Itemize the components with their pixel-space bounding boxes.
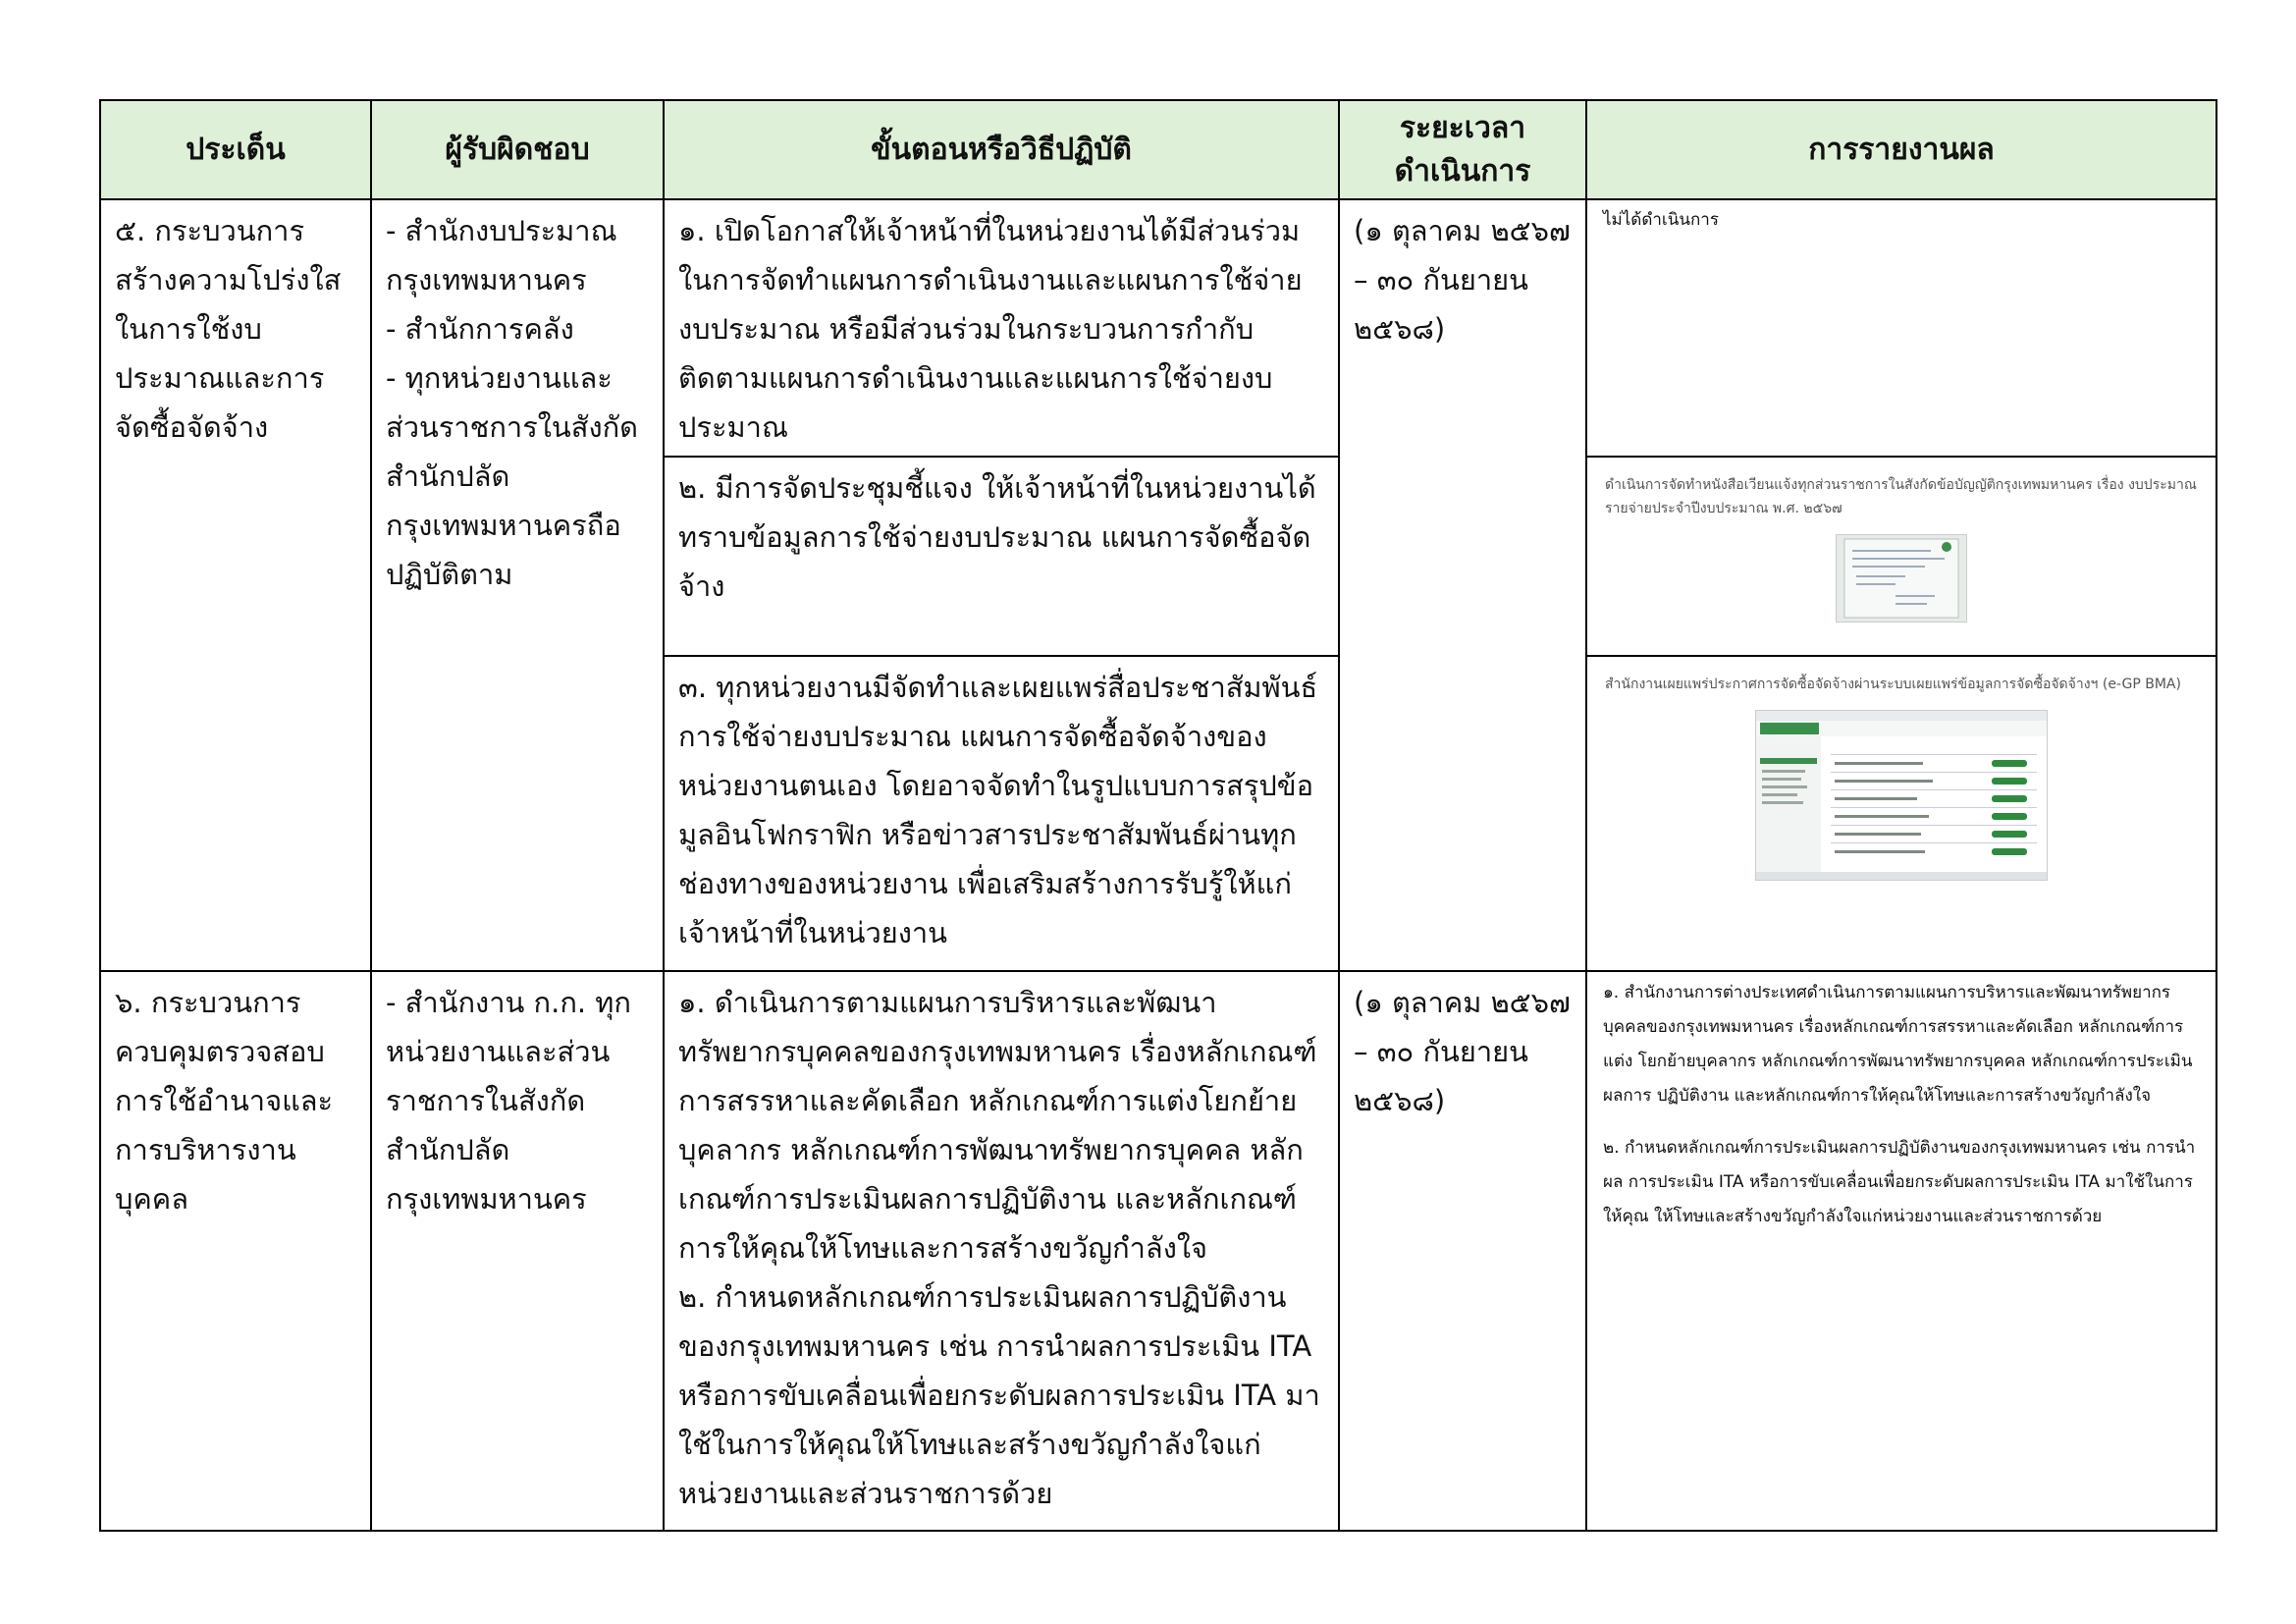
table-row bbox=[100, 199, 2216, 457]
action-plan-table bbox=[99, 99, 2217, 1532]
issue-cell-6: ๖. กระบวนการควบคุมตรวจสอบการใช้อำนาจและการบริหารงานบุคคล bbox=[100, 971, 371, 1531]
step-6-2: ๒. กำหนดหลักเกณฑ์การประเมินผลการปฏิบัติงานของกรุงเทพมหานคร เช่น การนำผลการประเมิน ITA หรือการขับเคลื่อนเพื่อยกระดับผลการประเมิน ITA มาใช้ในการให้คุณให้โทษและสร้างขวัญกำลังใจแก่หน่วยงานและส่วนราชการด้วย bbox=[678, 1280, 1320, 1510]
report-5-3 bbox=[1586, 656, 2216, 971]
responsible-cell-6: - สำนักงาน ก.ก. ทุกหน่วยงานและส่วนราชการในสังกัดสำนักปลัดกรุงเทพมหานคร bbox=[371, 971, 664, 1531]
report-6-1: ๑. สำนักงานการต่างประเทศดำเนินการตามแผนการบริหารและพัฒนาทรัพยากร บุคคลของกรุงเทพมหานคร เรื่องหลักเกณฑ์การสรรหาและคัดเลือก หลักเกณฑ์การแต่ง โยกย้ายบุคลากร หลักเกณฑ์การพัฒนาทรัพยากรบุคคล หลักเกณฑ์การประเมินผลการ ปฏิบัติงาน และหลักเกณฑ์การให้คุณให้โทษและการสร้างขวัญกำลังใจ bbox=[1603, 983, 2193, 1106]
step-6-1: ๑. ดำเนินการตามแผนการบริหารและพัฒนาทรัพยากรบุคคลของกรุงเทพมหานคร เรื่องหลักเกณฑ์การสรรหาและคัดเลือก หลักเกณฑ์การแต่งโยกย้ายบุคลากร หลักเกณฑ์การพัฒนาทรัพยากรบุคคล หลักเกณฑ์การประเมินผลการปฏิบัติงาน และหลักเกณฑ์การให้คุณให้โทษและการสร้างขวัญกำลังใจ bbox=[678, 986, 1317, 1265]
report-caption: ดำเนินการจัดทำหนังสือเวียนแจ้งทุกส่วนราชการในสังกัดข้อบัญญัติกรุงเทพมหานคร เรื่อง งบประมาณรายจ่ายประจำปีงบประมาณ พ.ศ. ๒๕๖๗ bbox=[1605, 477, 2197, 516]
report-text: ไม่ได้ดำเนินการ bbox=[1603, 210, 1719, 230]
egp-bma-screenshot bbox=[1755, 710, 2048, 881]
step-5-3: ๓. ทุกหน่วยงานมีจัดทำและเผยแพร่สื่อประชาสัมพันธ์การใช้จ่ายงบประมาณ แผนการจัดซื้อจัดจ้างของหน่วยงานตนเอง โดยอาจจัดทำในรูปแบบการสรุปข้อมูลอินโฟกราฟิก หรือข่าวสารประชาสัมพันธ์ผ่านทุกช่องทางของหน่วยงาน เพื่อเสริมสร้างการรับรู้ให้แก่เจ้าหน้าที่ในหน่วยงาน bbox=[664, 656, 1339, 971]
table-row bbox=[100, 971, 2216, 1531]
report-5-1 bbox=[1586, 199, 2216, 457]
issue-cell-5: ๕. กระบวนการสร้างความโปร่งใสในการใช้งบประมาณและการจัดซื้อจัดจ้าง bbox=[100, 199, 371, 971]
header-duration: ระยะเวลา ดำเนินการ bbox=[1339, 100, 1586, 199]
header-row bbox=[100, 100, 2216, 199]
step-5-1: ๑. เปิดโอกาสให้เจ้าหน้าที่ในหน่วยงานได้มีส่วนร่วมในการจัดทำแผนการดำเนินงานและแผนการใช้จ่ายงบประมาณ หรือมีส่วนร่วมในกระบวนการกำกับติดตามแผนการดำเนินงานและแผนการใช้จ่ายงบประมาณ bbox=[664, 199, 1339, 457]
circular-letter-image bbox=[1836, 534, 1967, 623]
report-caption: สำนักงานเผยแพร่ประกาศการจัดซื้อจัดจ้างผ่านระบบเผยแพร่ข้อมูลการจัดซื้อจัดจ้างฯ (e-GP BMA) bbox=[1605, 677, 2181, 692]
report-cell-6 bbox=[1586, 971, 2216, 1531]
duration-cell-5: (๑ ตุลาคม ๒๕๖๗ – ๓๐ กันยายน ๒๕๖๘) bbox=[1339, 199, 1586, 971]
report-5-2 bbox=[1586, 457, 2216, 656]
header-issue: ประเด็น bbox=[100, 100, 371, 199]
step-5-2: ๒. มีการจัดประชุมชี้แจง ให้เจ้าหน้าที่ในหน่วยงานได้ทราบข้อมูลการใช้จ่ายงบประมาณ แผนการจัดซื้อจัดจ้าง bbox=[664, 457, 1339, 656]
report-6-2: ๒. กำหนดหลักเกณฑ์การประเมินผลการปฏิบัติงานของกรุงเทพมหานคร เช่น การนำผล การประเมิน ITA หรือการขับเคลื่อนเพื่อยกระดับผลการประเมิน ITA มาใช้ในการให้คุณ ให้โทษและสร้างขวัญกำลังใจแก่หน่วยงานและส่วนราชการด้วย bbox=[1603, 1138, 2196, 1226]
header-responsible: ผู้รับผิดชอบ bbox=[371, 100, 664, 199]
duration-cell-6: (๑ ตุลาคม ๒๕๖๗ – ๓๐ กันยายน ๒๕๖๘) bbox=[1339, 971, 1586, 1531]
responsible-cell-5: - สำนักงบประมาณกรุงเทพมหานคร - สำนักการคลัง - ทุกหน่วยงานและส่วนราชการในสังกัดสำนักปลัดกรุงเทพมหานครถือปฏิบัติตาม bbox=[371, 199, 664, 971]
header-report: การรายงานผล bbox=[1586, 100, 2216, 199]
steps-cell-6 bbox=[664, 971, 1339, 1531]
header-procedure: ขั้นตอนหรือวิธีปฏิบัติ bbox=[664, 100, 1339, 199]
